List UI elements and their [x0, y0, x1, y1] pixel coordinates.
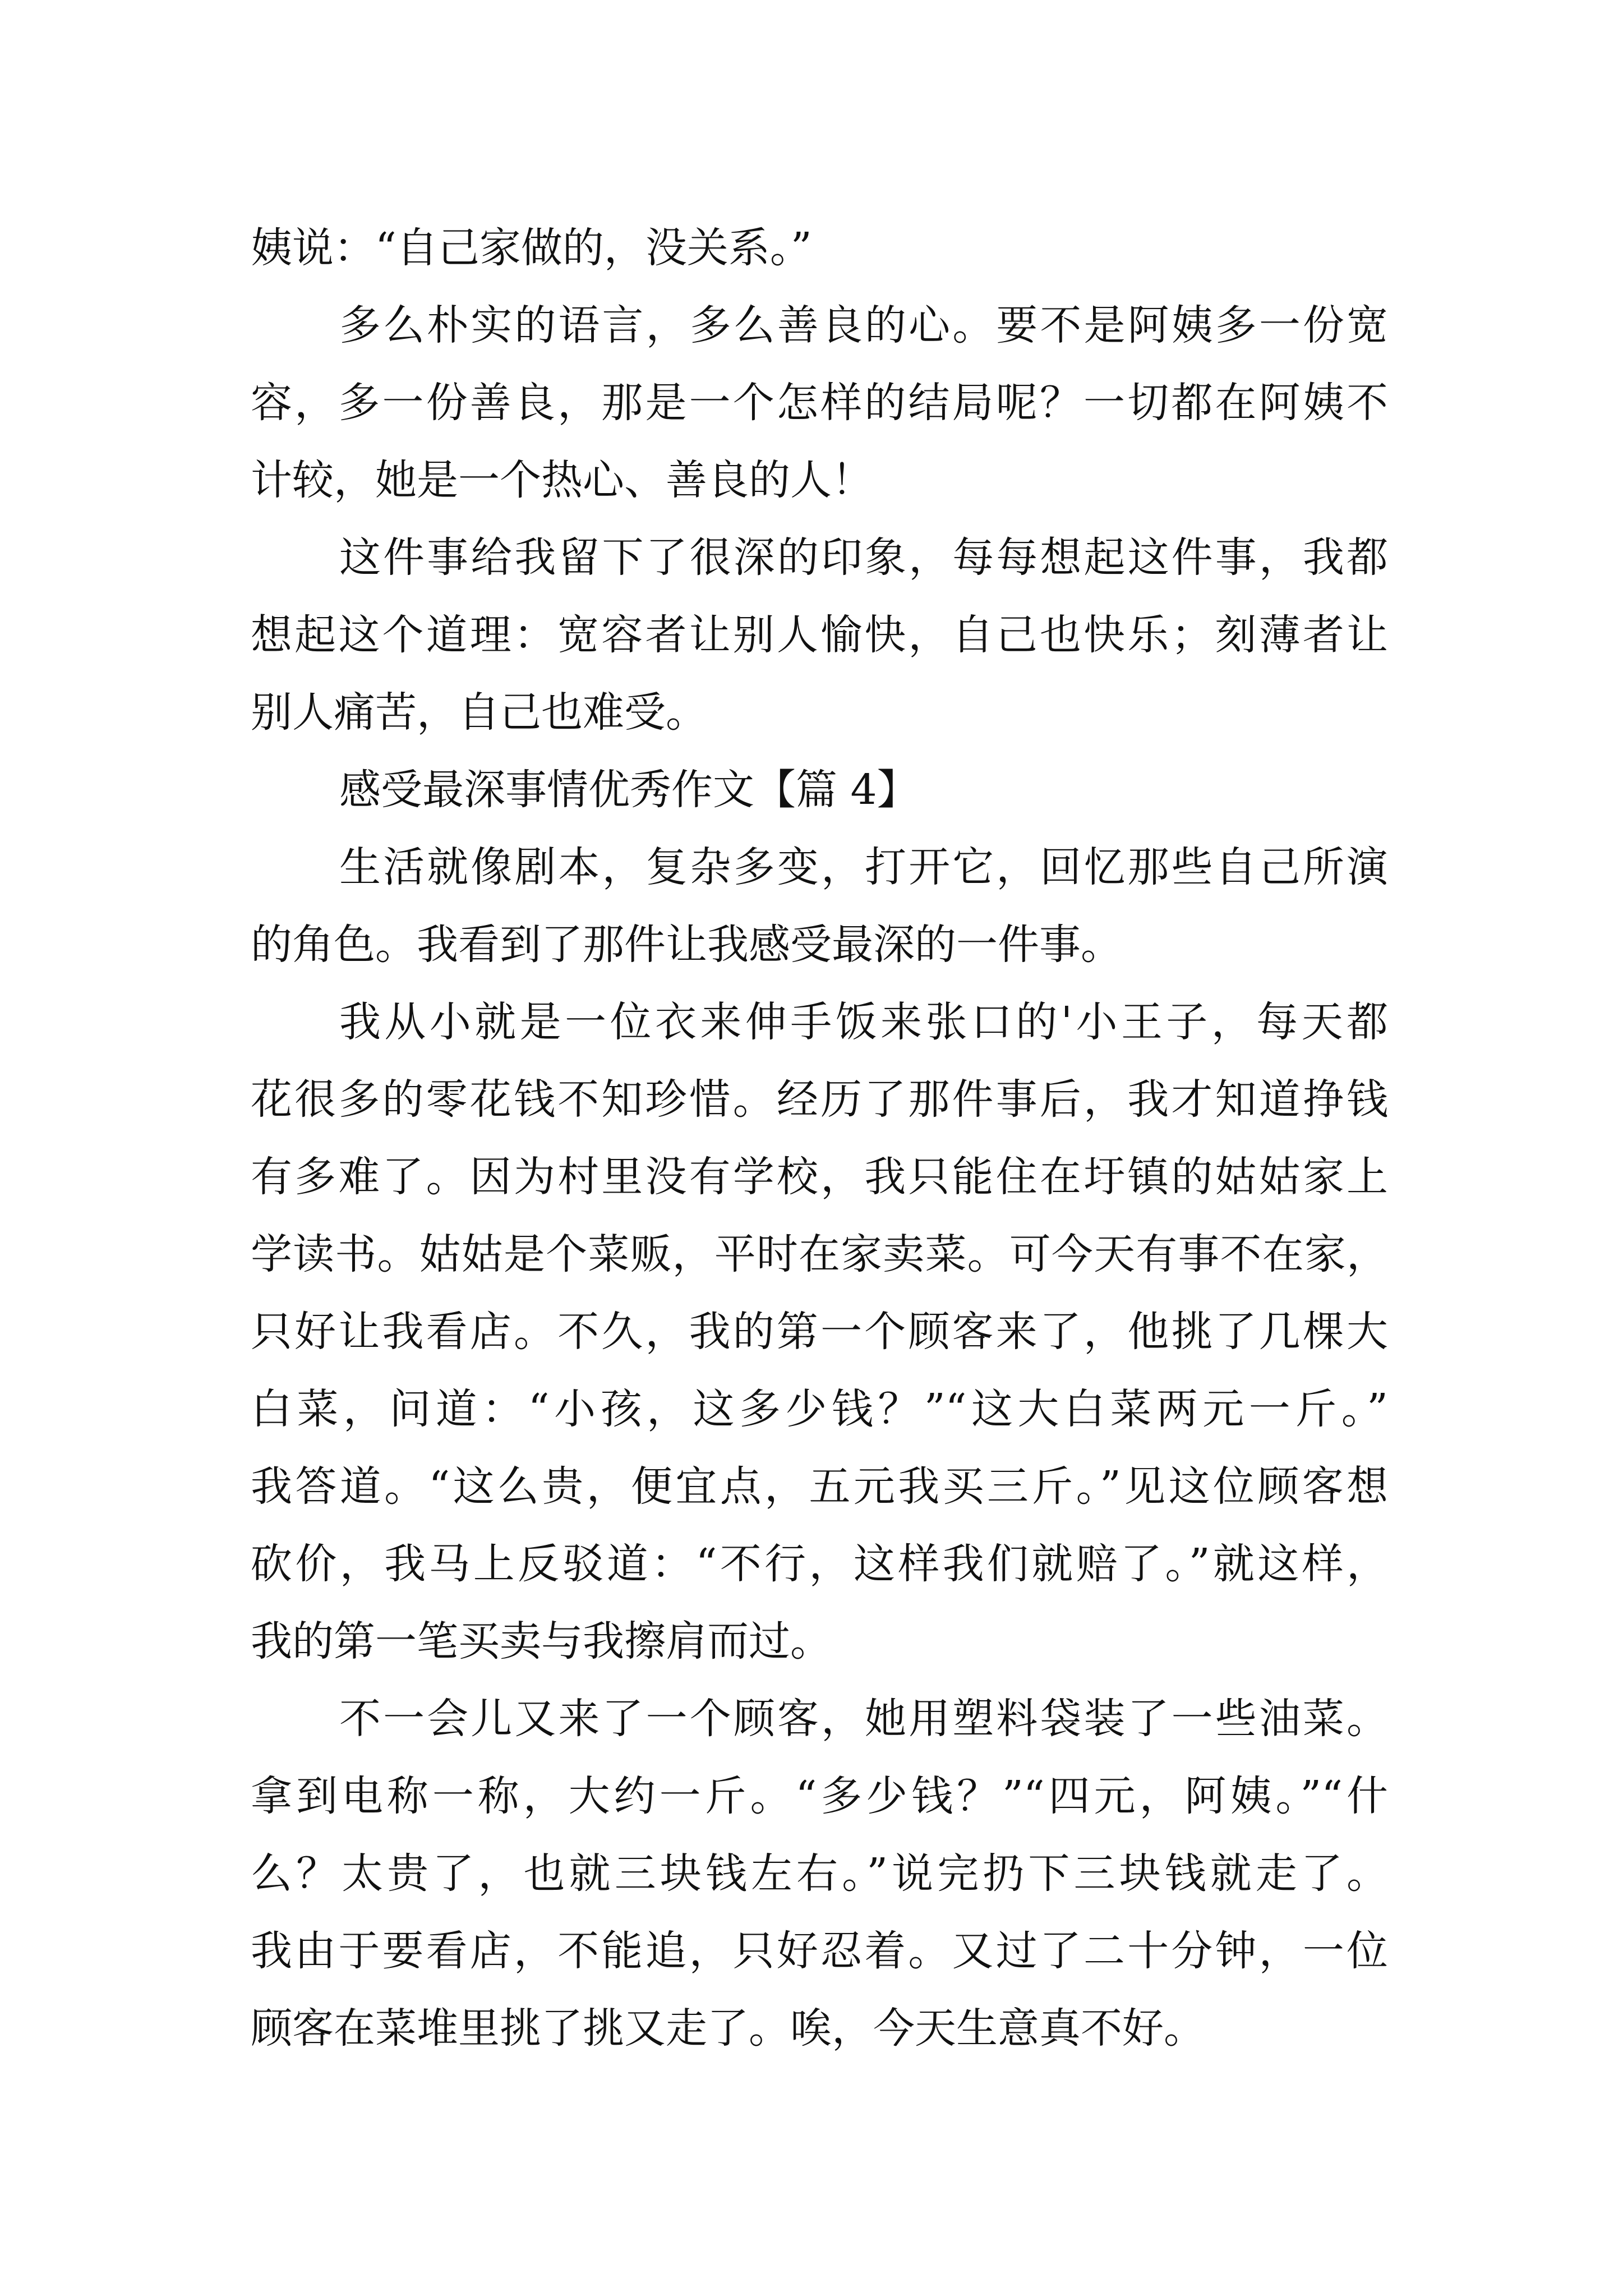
text-line: 多么朴实的语言，多么善良的心。要不是阿姨多一份宽 — [339, 301, 1388, 349]
text-line: 想起这个道理：宽容者让别人愉快，自己也快乐；刻薄者让 — [251, 611, 1388, 659]
text-line: 我由于要看店，不能追，只好忍着。又过了二十分钟，一位 — [251, 1927, 1388, 1975]
text-line: 只好让我看店。不久，我的第一个顾客来了，他挑了几棵大 — [251, 1308, 1388, 1356]
text-line: 计较，她是一个热心、善良的人！ — [251, 456, 873, 504]
text-line: 我从小就是一位衣来伸手饭来张口的'小王子，每天都 — [339, 998, 1388, 1046]
text-line: 的角色。我看到了那件让我感受最深的一件事。 — [251, 921, 1122, 969]
section-heading-block — [251, 751, 1388, 829]
text-line: 我的第一笔买卖与我擦肩而过。 — [251, 1617, 832, 1665]
text-line: 这件事给我留下了很深的印象，每每想起这件事，我都 — [339, 533, 1388, 582]
text-line: 有多难了。因为村里没有学校，我只能住在圩镇的姑姑家上 — [251, 1153, 1388, 1201]
text-column — [251, 209, 1388, 2067]
text-line: 生活就像剧本，复杂多变，打开它，回忆那些自己所演 — [339, 843, 1388, 891]
paragraph — [251, 287, 1388, 519]
text-line: 白菜，问道：“小孩，这多少钱？”“这大白菜两元一斤。” — [251, 1385, 1388, 1433]
paragraph — [251, 983, 1388, 1680]
text-line: 顾客在菜堆里挑了挑又走了。唉，今天生意真不好。 — [251, 2004, 1205, 2053]
text-line: 容，多一份善良，那是一个怎样的结局呢？一切都在阿姨不 — [251, 379, 1388, 427]
paragraph — [251, 519, 1388, 751]
text-line: 拿到电称一称，大约一斤。“多少钱？”“四元，阿姨。”“什 — [251, 1772, 1388, 1820]
paragraph — [251, 829, 1388, 983]
paragraph — [251, 209, 1388, 287]
text-line: 别人痛苦，自己也难受。 — [251, 688, 707, 737]
text-line: 我答道。“这么贵，便宜点，五元我买三斤。”见这位顾客想 — [251, 1462, 1388, 1511]
text-line: 不一会儿又来了一个顾客，她用塑料袋装了一些油菜。 — [339, 1695, 1388, 1743]
paragraph — [251, 1680, 1388, 2067]
text-line: 姨说：“自己家做的，没关系。” — [251, 224, 812, 272]
text-line: 花很多的零花钱不知珍惜。经历了那件事后，我才知道挣钱 — [251, 1075, 1388, 1124]
text-line: 砍价，我马上反驳道：“不行，这样我们就赔了。”就这样， — [251, 1540, 1388, 1588]
text-line: 学读书。姑姑是个菜贩，平时在家卖菜。可今天有事不在家， — [251, 1230, 1388, 1278]
text-line: 么？太贵了，也就三块钱左右。”说完扔下三块钱就走了。 — [251, 1849, 1388, 1898]
section-heading: 感受最深事情优秀作文【篇 4】 — [339, 766, 919, 814]
